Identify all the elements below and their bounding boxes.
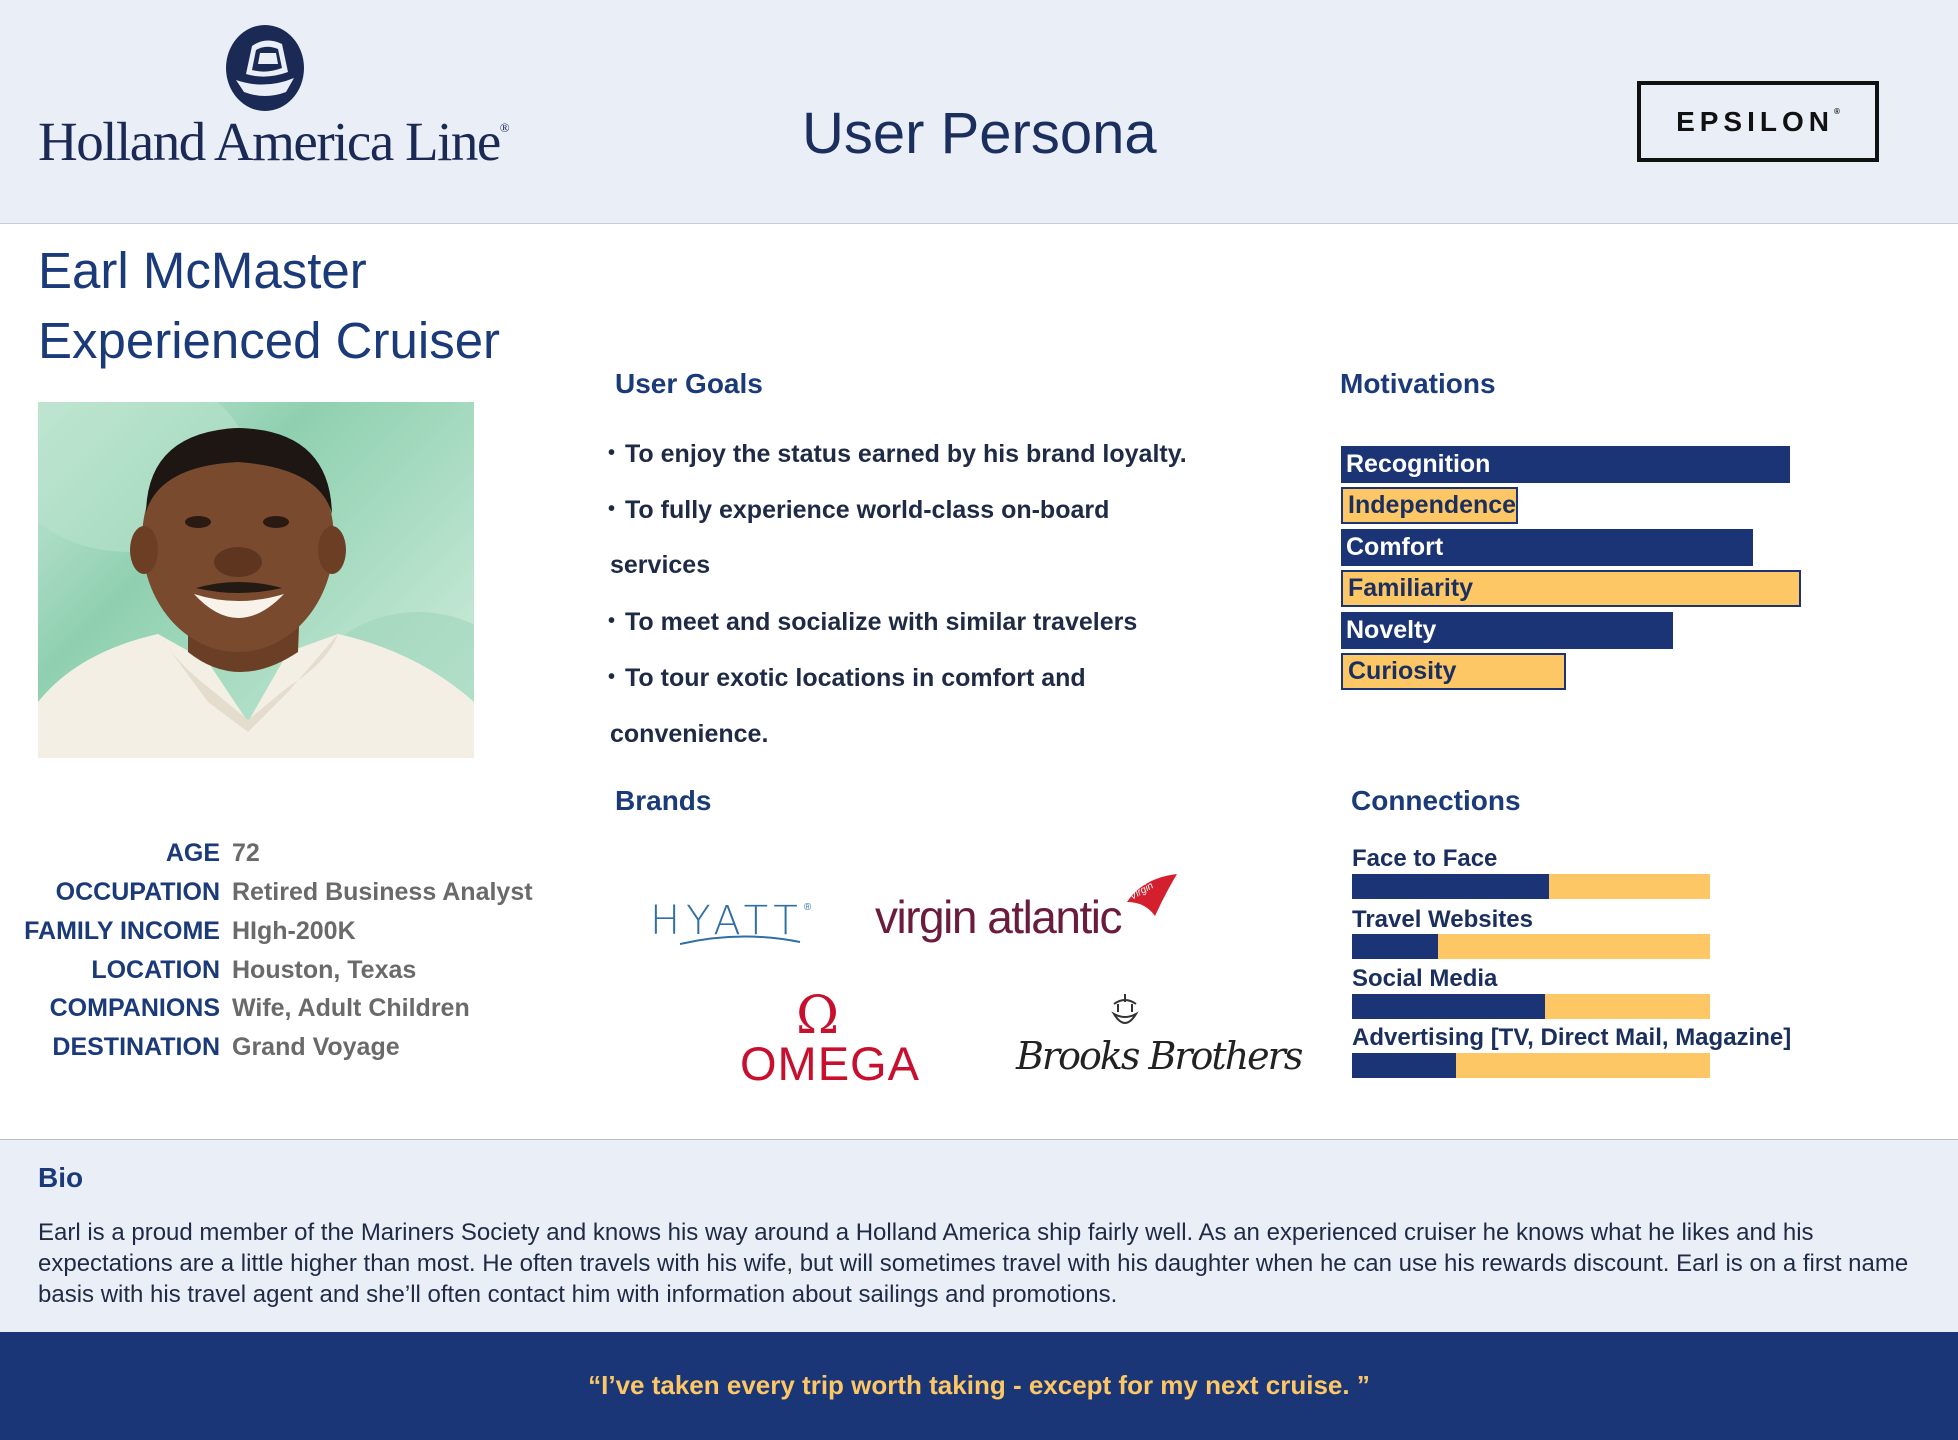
omega-symbol-icon: Ω (796, 986, 840, 1046)
info-row-age (0, 839, 600, 878)
motivation-label: Novelty (1346, 616, 1437, 644)
golden-fleece-icon (1108, 992, 1142, 1034)
omega-wordmark: OMEGA (740, 1037, 920, 1090)
goal-text: To enjoy the status earned by his brand loyalty. (625, 440, 1187, 468)
motivation-bar-comfort (1341, 529, 1753, 566)
motivations-heading: Motivations (1340, 368, 1496, 399)
bio-section (0, 1139, 1958, 1332)
info-row-destination (0, 1033, 600, 1072)
persona-name: Earl McMaster (38, 242, 367, 299)
persona-type: Experienced Cruiser (38, 312, 501, 369)
connection-fill (1352, 874, 1549, 899)
connections-heading: Connections (1351, 785, 1521, 816)
bullet-icon: • (608, 442, 616, 464)
hyatt-swoosh-icon (680, 934, 830, 948)
motivation-bar-curiosity (1341, 653, 1566, 690)
brands-heading: Brands (615, 785, 712, 816)
persona-quote: “I’ve taken every trip worth taking - except for my next cruise. ” (588, 1370, 1370, 1400)
bullet-icon: • (608, 610, 616, 632)
quote-banner (0, 1332, 1958, 1440)
page-title: User Persona (802, 101, 1157, 166)
portrait-illustration (38, 402, 474, 758)
motivation-bar-familiarity (1341, 570, 1801, 607)
ship-emblem-icon (222, 22, 308, 114)
epsilon-logo (1637, 81, 1879, 162)
goal-item-continued (610, 551, 710, 580)
goal-text: To meet and socialize with similar travelers (625, 608, 1138, 636)
bullet-icon: • (608, 666, 616, 688)
epsilon-registered-mark: ® (1834, 107, 1840, 116)
goal-text: To tour exotic locations in comfort and (625, 664, 1086, 692)
hyatt-wordmark: HYATT (650, 898, 804, 944)
virgin-atlantic-wordmark: virgin atlantic (875, 891, 1121, 943)
connection-fill (1352, 994, 1545, 1019)
motivation-bar-independence (1341, 487, 1518, 524)
motivation-label: Comfort (1346, 533, 1444, 561)
brooks-brothers-logo (1016, 992, 1302, 1092)
info-value: 72 (232, 839, 260, 867)
goal-text: services (610, 551, 711, 579)
goal-item (608, 496, 1109, 525)
info-label: DESTINATION (52, 1033, 220, 1061)
info-label: OCCUPATION (55, 878, 220, 906)
bio-text: Earl is a proud member of the Mariners Society and knows his way around a Holland America ship fairly well. As an experienced cruiser he knows what he likes and his expectations are a little higher than most. He often travels with his wife, but will sometimes travel with his daughter when he can use his rewards discount. Earl is on a first name basis with his travel agent and she’ll often contact him with information about sailings and promotions. (38, 1219, 1909, 1308)
info-value: Houston, Texas (232, 956, 417, 984)
holland-america-logo (38, 22, 508, 172)
connection-label: Travel Websites (1352, 906, 1533, 933)
motivation-label: Independence (1348, 491, 1517, 519)
bullet-icon: • (608, 498, 616, 520)
motivation-bar-novelty (1341, 612, 1673, 649)
connection-label: Face to Face (1352, 845, 1498, 872)
goal-text: To fully experience world-class on-board (625, 496, 1110, 524)
info-value: HIgh-200K (232, 917, 356, 945)
motivation-label: Curiosity (1348, 657, 1457, 685)
info-row-family-income (0, 917, 600, 956)
info-label: AGE (165, 839, 220, 867)
hyatt-registered-mark: ® (803, 901, 812, 913)
brooks-brothers-wordmark: Brooks Brothers (1016, 1034, 1302, 1078)
connection-track-social-media (1352, 994, 1710, 1019)
goal-item-continued (610, 720, 768, 749)
virgin-atlantic-logo (875, 870, 1170, 960)
info-row-occupation (0, 878, 600, 917)
omega-logo (738, 986, 928, 1090)
epsilon-wordmark: EPSILON (1676, 105, 1834, 137)
info-value: Retired Business Analyst (232, 878, 533, 906)
connection-track-travel-websites (1352, 934, 1710, 959)
info-row-location (0, 956, 600, 995)
info-label: LOCATION (91, 956, 220, 984)
user-goals-heading: User Goals (615, 368, 763, 399)
info-row-companions (0, 994, 600, 1033)
connection-fill (1352, 934, 1438, 959)
motivation-label: Recognition (1346, 450, 1491, 478)
bio-heading: Bio (38, 1162, 84, 1193)
persona-heading (38, 236, 500, 376)
connection-label: Advertising [TV, Direct Mail, Magazine] (1352, 1024, 1792, 1051)
goal-item (608, 608, 1137, 637)
virgin-badge-text: Virgin (1127, 880, 1156, 903)
goal-text: convenience. (610, 720, 769, 748)
connection-track-advertising (1352, 1053, 1710, 1078)
goal-item (608, 664, 1086, 693)
goal-item (608, 440, 1187, 469)
info-value: Grand Voyage (232, 1033, 400, 1061)
header (0, 0, 1958, 224)
info-value: Wife, Adult Children (232, 994, 470, 1022)
connection-track-face-to-face (1352, 874, 1710, 899)
hyatt-logo (650, 898, 820, 958)
motivation-label: Familiarity (1348, 574, 1474, 602)
hal-registered-mark: ® (499, 120, 509, 135)
info-label: FAMILY INCOME (24, 917, 220, 945)
connection-fill (1352, 1053, 1456, 1078)
motivation-bar-recognition (1341, 446, 1790, 483)
persona-photo (38, 402, 474, 758)
info-label: COMPANIONS (49, 994, 220, 1022)
hal-wordmark: Holland America Line (38, 111, 500, 172)
connection-label: Social Media (1352, 965, 1498, 992)
